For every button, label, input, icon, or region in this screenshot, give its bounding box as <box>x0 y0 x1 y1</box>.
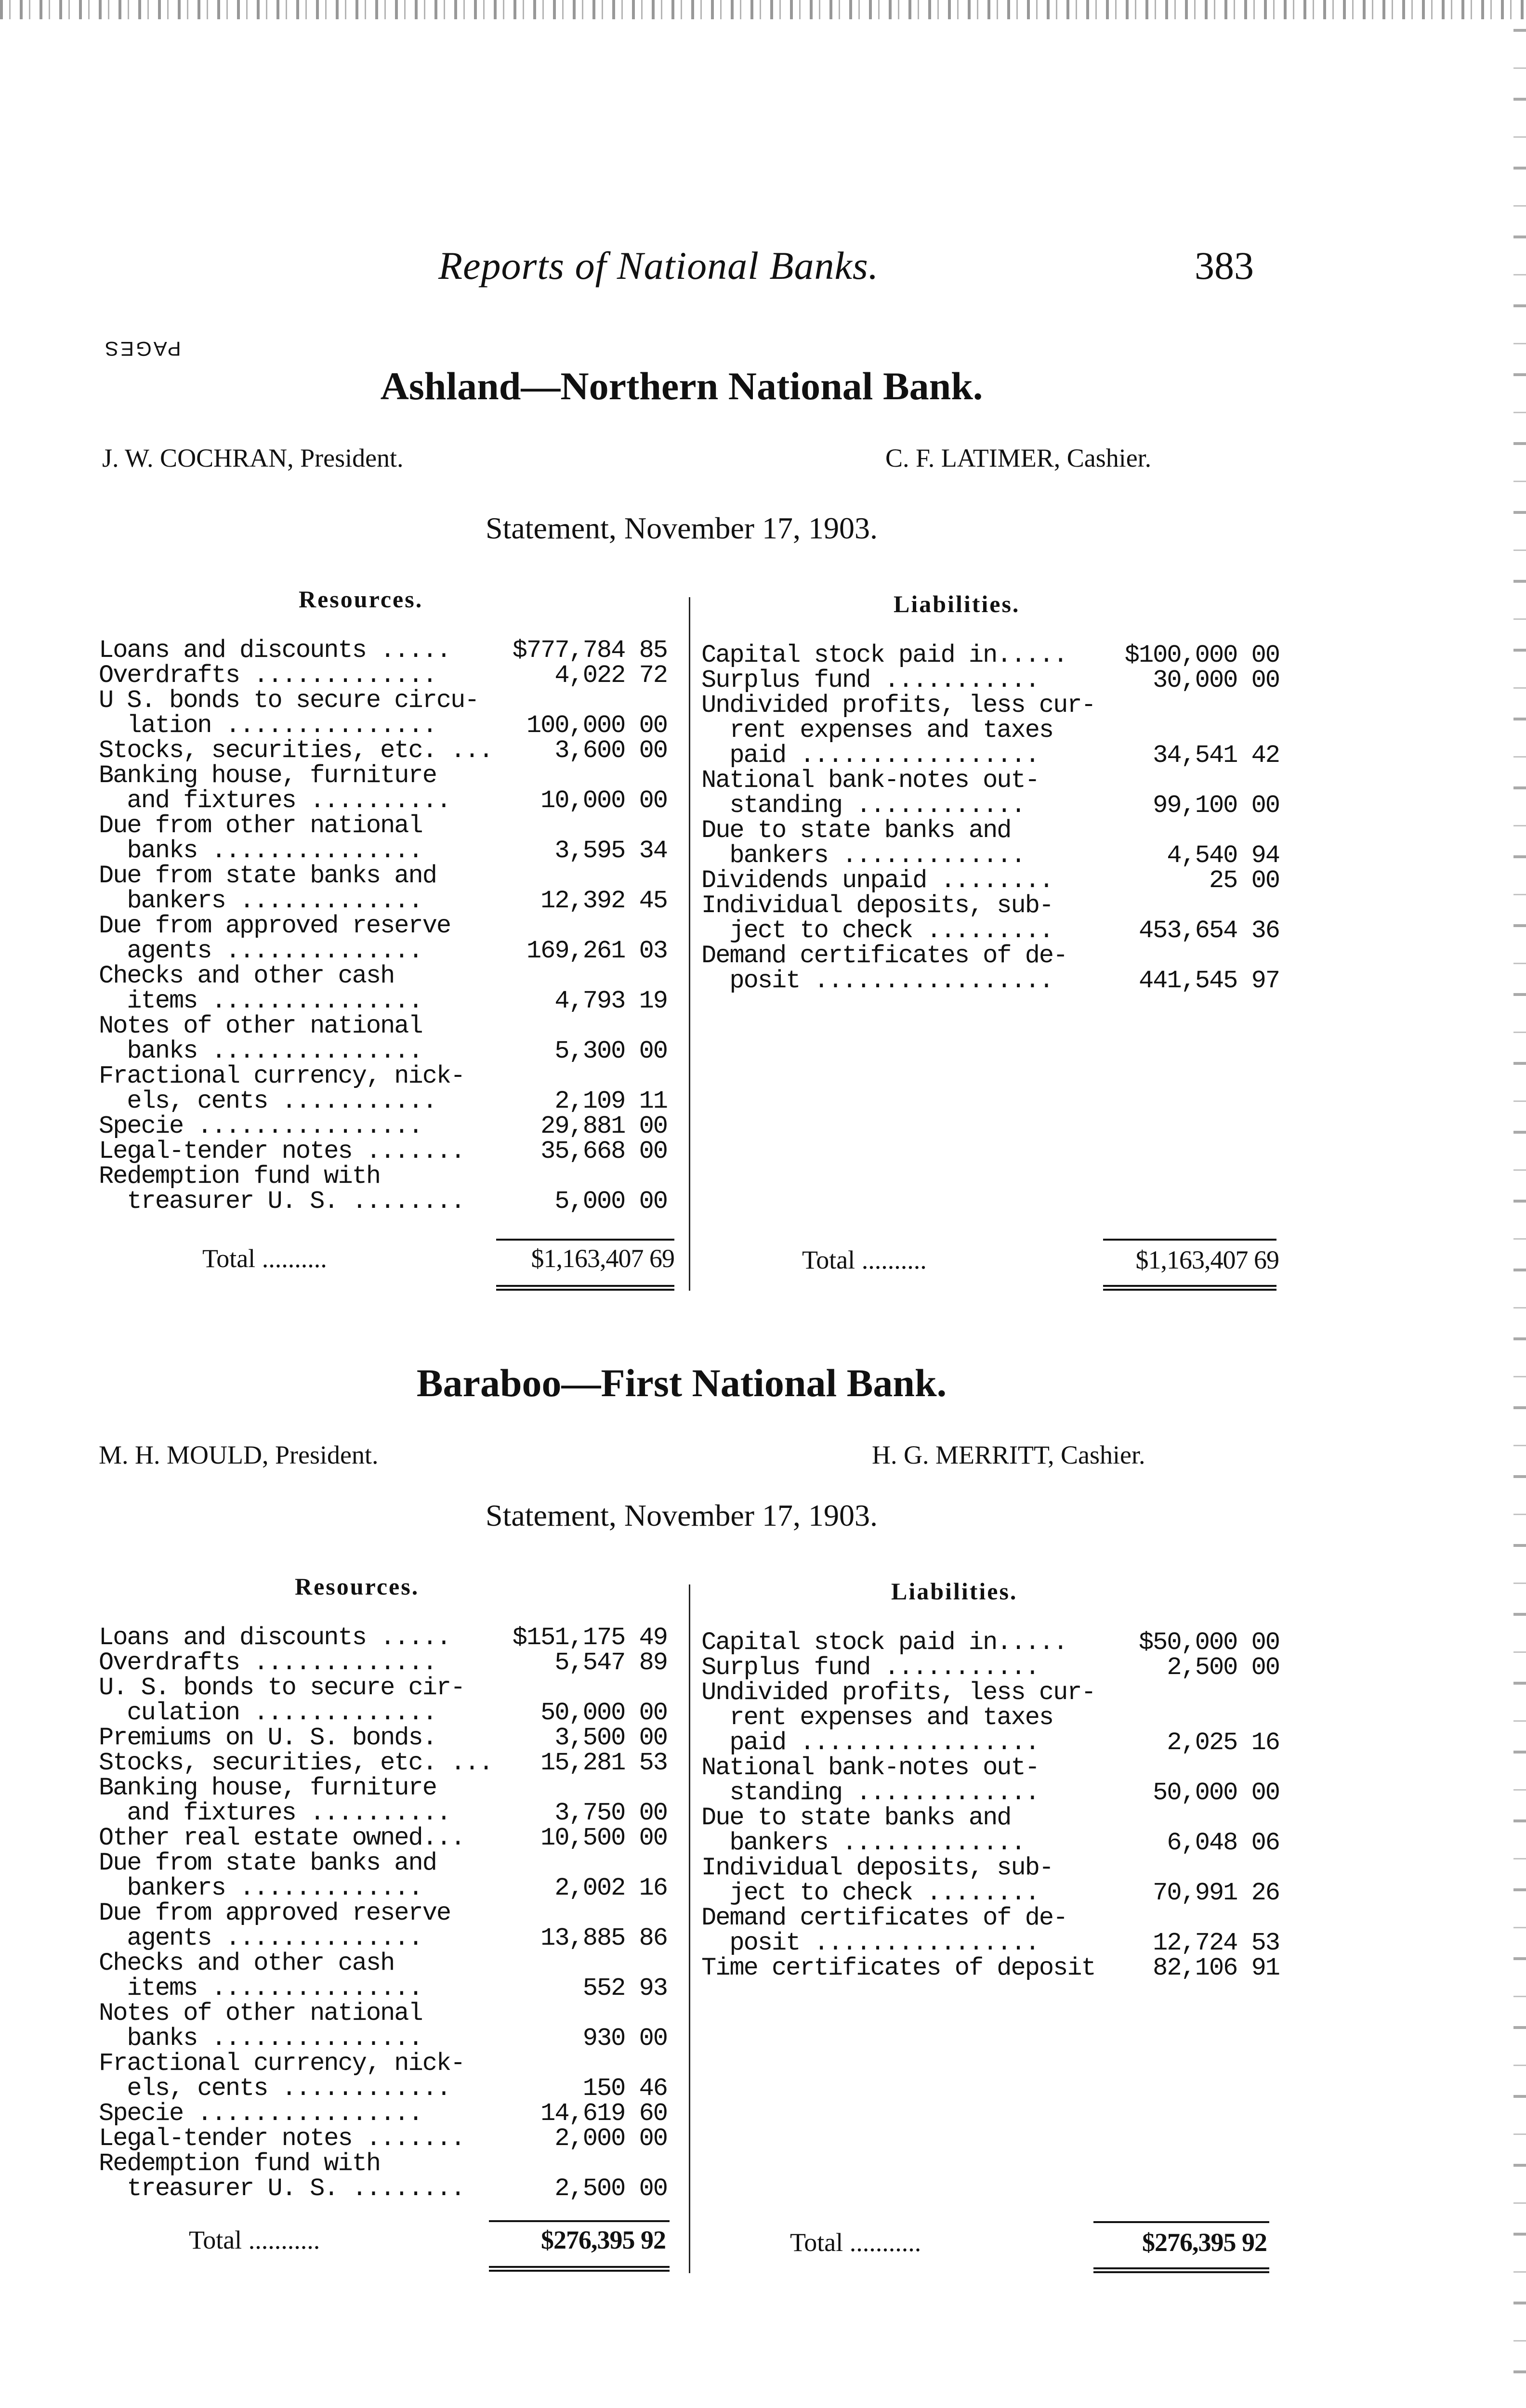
resource-row <box>99 2001 677 2026</box>
resource-row <box>99 1801 677 1826</box>
resource-row <box>99 813 677 838</box>
resource-row <box>99 663 677 688</box>
liability-row <box>701 1630 1279 1655</box>
liability-row <box>701 743 1279 768</box>
line-item-label: standing ............ <box>701 791 1025 820</box>
line-item-label: Overdrafts ............. <box>99 1649 436 1677</box>
resource-row <box>99 1625 677 1650</box>
line-item-label: Checks and other cash <box>99 962 395 990</box>
double-rule-resources <box>489 2266 670 2272</box>
double-rule-liabilities <box>1093 2267 1269 2273</box>
line-item-label: Specie ................ <box>99 1112 422 1140</box>
liability-row <box>701 1705 1279 1730</box>
resource-row <box>99 889 677 914</box>
line-item-label: treasurer U. S. ........ <box>99 2174 465 2203</box>
liability-row <box>701 968 1279 994</box>
liability-row <box>701 943 1279 968</box>
line-item-amount: 2,500 00 <box>554 2174 667 2203</box>
line-item-label: Individual deposits, sub- <box>701 1854 1053 1882</box>
resources-heading: Resources. <box>299 586 423 613</box>
resource-row <box>99 989 677 1014</box>
line-item-label: bankers ............. <box>701 841 1025 870</box>
line-item-label: items ............... <box>99 987 422 1015</box>
line-item-amount: 3,595 34 <box>554 837 667 865</box>
line-item-amount: 14,619 60 <box>540 2099 667 2128</box>
liability-row <box>701 1931 1279 1956</box>
liability-row <box>701 768 1279 793</box>
liability-row <box>701 818 1279 843</box>
statement-date: Statement, November 17, 1903. <box>485 511 878 545</box>
resource-row <box>99 2151 677 2176</box>
resource-row <box>99 1089 677 1114</box>
column-divider <box>689 597 690 1291</box>
line-item-amount: 15,281 53 <box>540 1749 667 1777</box>
resource-row <box>99 914 677 939</box>
line-item-label: els, cents ........... <box>99 1087 436 1115</box>
line-item-label: items ............... <box>99 1974 422 2002</box>
line-item-label: bankers ............. <box>99 1874 422 1902</box>
scan-edge-top <box>0 0 1526 19</box>
line-item-label: Individual deposits, sub- <box>701 891 1053 920</box>
line-item-amount: 3,750 00 <box>554 1799 667 1827</box>
line-item-label: Due from approved reserve <box>99 1899 451 1927</box>
running-head <box>0 243 1526 296</box>
line-item-label: U S. bonds to secure circu- <box>99 686 479 715</box>
line-item-label: treasurer U. S. ........ <box>99 1187 465 1216</box>
resource-row <box>99 2026 677 2051</box>
line-item-amount: 2,500 00 <box>1167 1653 1279 1682</box>
line-item-label: Redemption fund with <box>99 2149 381 2178</box>
line-item-amount: 552 93 <box>582 1974 667 2002</box>
liability-row <box>701 1655 1279 1680</box>
liability-row <box>701 1831 1279 1856</box>
resource-row <box>99 788 677 813</box>
bank-president: J. W. COCHRAN, President. <box>102 444 404 472</box>
line-item-label: Stocks, securities, etc. ... <box>99 1749 493 1777</box>
running-title: Reports of National Banks. <box>438 244 879 288</box>
line-item-label: Due to state banks and <box>701 1804 1011 1832</box>
line-item-amount: $777,784 85 <box>512 636 667 665</box>
line-item-label: Loans and discounts ..... <box>99 1623 451 1652</box>
resource-row <box>99 864 677 889</box>
line-item-amount: 150 46 <box>582 2074 667 2103</box>
line-item-amount: $50,000 00 <box>1138 1628 1279 1657</box>
line-item-amount: 2,002 16 <box>554 1874 667 1902</box>
line-item-amount: 12,724 53 <box>1153 1929 1279 1957</box>
page-number: 383 <box>1195 244 1254 288</box>
line-item-label: Loans and discounts ..... <box>99 636 451 665</box>
liability-row <box>701 843 1279 868</box>
line-item-label: bankers ............. <box>99 887 422 915</box>
total-liabilities-amount: $276,395 92 <box>1142 2228 1267 2257</box>
bank-title: Ashland—Northern National Bank. <box>380 364 983 408</box>
line-item-amount: 441,545 97 <box>1138 967 1279 995</box>
resource-row <box>99 2176 677 2201</box>
resource-row <box>99 1164 677 1189</box>
liability-row <box>701 1806 1279 1831</box>
resource-row <box>99 1751 677 1776</box>
line-item-amount: 50,000 00 <box>540 1699 667 1727</box>
line-item-label: Capital stock paid in..... <box>701 641 1067 669</box>
line-item-label: rent expenses and taxes <box>701 1703 1053 1732</box>
line-item-label: Due from other national <box>99 811 422 840</box>
double-rule-liabilities <box>1103 1285 1276 1291</box>
line-item-amount: $100,000 00 <box>1124 641 1279 669</box>
line-item-label: and fixtures .......... <box>99 786 451 815</box>
total-resources-amount: $276,395 92 <box>541 2225 666 2254</box>
liability-row <box>701 1906 1279 1931</box>
resource-row <box>99 964 677 989</box>
bank-president: M. H. MOULD, President. <box>99 1440 379 1469</box>
line-item-label: Specie ................ <box>99 2099 422 2128</box>
liability-row <box>701 893 1279 918</box>
line-item-amount: 82,106 91 <box>1153 1954 1279 1982</box>
line-item-label: National bank-notes out- <box>701 766 1039 795</box>
line-item-label: rent expenses and taxes <box>701 716 1053 745</box>
line-item-amount: 29,881 00 <box>540 1112 667 1140</box>
total-label: Total .......... <box>802 1245 927 1274</box>
total-rule-resources <box>496 1239 674 1241</box>
line-item-amount: $151,175 49 <box>512 1623 667 1652</box>
bank-cashier: C. F. LATIMER, Cashier. <box>885 444 1152 472</box>
resource-row <box>99 1039 677 1064</box>
line-item-amount: 34,541 42 <box>1153 741 1279 770</box>
line-item-amount: 35,668 00 <box>540 1137 667 1165</box>
margin-note: PAGES <box>103 338 181 360</box>
liabilities-heading: Liabilities. <box>894 590 1020 617</box>
line-item-label: and fixtures .......... <box>99 1799 451 1827</box>
total-rule-liabilities <box>1103 1239 1276 1241</box>
resource-row <box>99 1114 677 1139</box>
liability-row <box>701 1856 1279 1881</box>
line-item-label: Notes of other national <box>99 1012 422 1040</box>
line-item-label: ject to check ........ <box>701 1879 1039 1907</box>
resource-row <box>99 1951 677 1976</box>
double-rule-resources <box>496 1285 674 1291</box>
liability-row <box>701 643 1279 668</box>
resource-row <box>99 1189 677 1214</box>
line-item-label: Due from state banks and <box>99 1849 436 1877</box>
line-item-amount: 13,885 86 <box>540 1924 667 1952</box>
line-item-label: Notes of other national <box>99 1999 422 2028</box>
resource-row <box>99 763 677 788</box>
line-item-amount: 5,000 00 <box>554 1187 667 1216</box>
line-item-amount: 4,793 19 <box>554 987 667 1015</box>
line-item-amount: 50,000 00 <box>1153 1779 1279 1807</box>
line-item-amount: 4,540 94 <box>1167 841 1279 870</box>
column-divider <box>689 1584 690 2273</box>
line-item-amount: 12,392 45 <box>540 887 667 915</box>
line-item-amount: 6,048 06 <box>1167 1829 1279 1857</box>
line-item-amount: 2,025 16 <box>1167 1728 1279 1757</box>
total-resources-row <box>189 2225 666 2255</box>
total-label: Total ........... <box>790 2228 921 2257</box>
resource-row <box>99 2051 677 2076</box>
line-item-amount: 453,654 36 <box>1138 916 1279 945</box>
liability-row <box>701 1730 1279 1755</box>
line-item-label: banks ............... <box>99 2024 422 2053</box>
line-item-amount: 10,000 00 <box>540 786 667 815</box>
line-item-label: posit ................ <box>701 1929 1039 1957</box>
line-item-label: Capital stock paid in..... <box>701 1628 1067 1657</box>
liability-row <box>701 1956 1279 1981</box>
line-item-amount: 2,109 11 <box>554 1087 667 1115</box>
line-item-amount: 70,991 26 <box>1153 1879 1279 1907</box>
line-item-label: ject to check ......... <box>701 916 1053 945</box>
line-item-label: culation ............. <box>99 1699 436 1727</box>
line-item-amount: 3,500 00 <box>554 1724 667 1752</box>
line-item-label: Redemption fund with <box>99 1162 381 1191</box>
line-item-amount: 169,261 03 <box>526 937 667 965</box>
line-item-label: paid ................. <box>701 1728 1039 1757</box>
resource-row <box>99 1701 677 1726</box>
line-item-label: Due from state banks and <box>99 862 436 890</box>
resource-row <box>99 1876 677 1901</box>
line-item-label: banks ............... <box>99 837 422 865</box>
line-item-amount: 2,000 00 <box>554 2124 667 2153</box>
line-item-label: Due from approved reserve <box>99 912 451 940</box>
resources-list <box>99 638 677 1214</box>
line-item-label: Surplus fund ........... <box>701 666 1039 694</box>
liability-row <box>701 868 1279 893</box>
line-item-label: Undivided profits, less cur- <box>701 1678 1095 1707</box>
resource-row <box>99 1776 677 1801</box>
resource-row <box>99 838 677 864</box>
liabilities-heading: Liabilities. <box>891 1578 1018 1605</box>
line-item-amount: 25 00 <box>1209 866 1279 895</box>
resources-list <box>99 1625 677 2201</box>
bank-cashier: H. G. MERRITT, Cashier. <box>872 1440 1145 1469</box>
line-item-label: Due to state banks and <box>701 816 1011 845</box>
resource-row <box>99 1139 677 1164</box>
line-item-amount: 100,000 00 <box>526 711 667 740</box>
resource-row <box>99 713 677 738</box>
resource-row <box>99 1650 677 1675</box>
liability-row <box>701 1680 1279 1705</box>
total-rule-liabilities <box>1093 2221 1269 2223</box>
line-item-amount: 930 00 <box>582 2024 667 2053</box>
line-item-amount: 99,100 00 <box>1153 791 1279 820</box>
total-label: Total .......... <box>202 1244 327 1273</box>
line-item-amount: 5,300 00 <box>554 1037 667 1065</box>
resource-row <box>99 1976 677 2001</box>
bank-title: Baraboo—First National Bank. <box>416 1361 947 1405</box>
line-item-label: lation ............... <box>99 711 436 740</box>
liability-row <box>701 793 1279 818</box>
line-item-label: Overdrafts ............. <box>99 661 436 690</box>
liability-row <box>701 1755 1279 1780</box>
line-item-label: banks ............... <box>99 1037 422 1065</box>
liability-row <box>701 668 1279 693</box>
line-item-label: agents .............. <box>99 937 422 965</box>
resource-row <box>99 2126 677 2151</box>
line-item-label: Surplus fund ........... <box>701 1653 1039 1682</box>
line-item-label: Fractional currency, nick- <box>99 2049 465 2078</box>
line-item-label: Time certificates of deposit <box>701 1954 1095 1982</box>
resource-row <box>99 1851 677 1876</box>
total-resources-row <box>202 1243 674 1273</box>
line-item-label: Banking house, furniture <box>99 761 436 790</box>
resource-row <box>99 738 677 763</box>
line-item-label: Dividends unpaid ........ <box>701 866 1053 895</box>
line-item-label: Stocks, securities, etc. ... <box>99 736 493 765</box>
liability-row <box>701 693 1279 718</box>
liability-row <box>701 918 1279 943</box>
line-item-label: standing ............. <box>701 1779 1039 1807</box>
line-item-label: Legal-tender notes ....... <box>99 2124 465 2153</box>
line-item-label: National bank-notes out- <box>701 1754 1039 1782</box>
total-resources-amount: $1,163,407 69 <box>531 1244 674 1273</box>
line-item-label: Banking house, furniture <box>99 1774 436 1802</box>
line-item-label: Undivided profits, less cur- <box>701 691 1095 720</box>
line-item-amount: 30,000 00 <box>1153 666 1279 694</box>
resource-row <box>99 939 677 964</box>
line-item-amount: 5,547 89 <box>554 1649 667 1677</box>
line-item-label: Demand certificates of de- <box>701 1904 1067 1932</box>
resource-row <box>99 1675 677 1701</box>
liability-row <box>701 1780 1279 1806</box>
line-item-label: bankers ............. <box>701 1829 1025 1857</box>
total-liabilities-amount: $1,163,407 69 <box>1135 1245 1279 1274</box>
resource-row <box>99 2101 677 2126</box>
resources-heading: Resources. <box>295 1573 420 1600</box>
total-rule-resources <box>489 2220 670 2222</box>
line-item-amount: 3,600 00 <box>554 736 667 765</box>
liability-row <box>701 718 1279 743</box>
resource-row <box>99 688 677 713</box>
total-liabilities-row <box>802 1245 1279 1275</box>
resource-row <box>99 1901 677 1926</box>
statement-date: Statement, November 17, 1903. <box>485 1498 878 1532</box>
line-item-label: Other real estate owned... <box>99 1824 465 1852</box>
resource-row <box>99 1726 677 1751</box>
liabilities-list <box>701 1630 1279 1981</box>
line-item-label: U. S. bonds to secure cir- <box>99 1674 465 1702</box>
line-item-label: posit ................. <box>701 967 1053 995</box>
line-item-label: els, cents ............ <box>99 2074 451 2103</box>
line-item-label: Checks and other cash <box>99 1949 395 1977</box>
line-item-label: Fractional currency, nick- <box>99 1062 465 1090</box>
line-item-label: Premiums on U. S. bonds. <box>99 1724 436 1752</box>
total-label: Total ........... <box>189 2225 320 2254</box>
line-item-label: agents .............. <box>99 1924 422 1952</box>
line-item-label: Demand certificates of de- <box>701 942 1067 970</box>
resource-row <box>99 2076 677 2101</box>
total-liabilities-row <box>790 2227 1267 2257</box>
scan-edge-right <box>1513 0 1526 2408</box>
liabilities-list <box>701 643 1279 994</box>
line-item-label: paid ................. <box>701 741 1039 770</box>
resource-row <box>99 1826 677 1851</box>
line-item-label: Legal-tender notes ....... <box>99 1137 465 1165</box>
line-item-amount: 10,500 00 <box>540 1824 667 1852</box>
liability-row <box>701 1881 1279 1906</box>
resource-row <box>99 638 677 663</box>
resource-row <box>99 1064 677 1089</box>
resource-row <box>99 1926 677 1951</box>
resource-row <box>99 1014 677 1039</box>
line-item-amount: 4,022 72 <box>554 661 667 690</box>
